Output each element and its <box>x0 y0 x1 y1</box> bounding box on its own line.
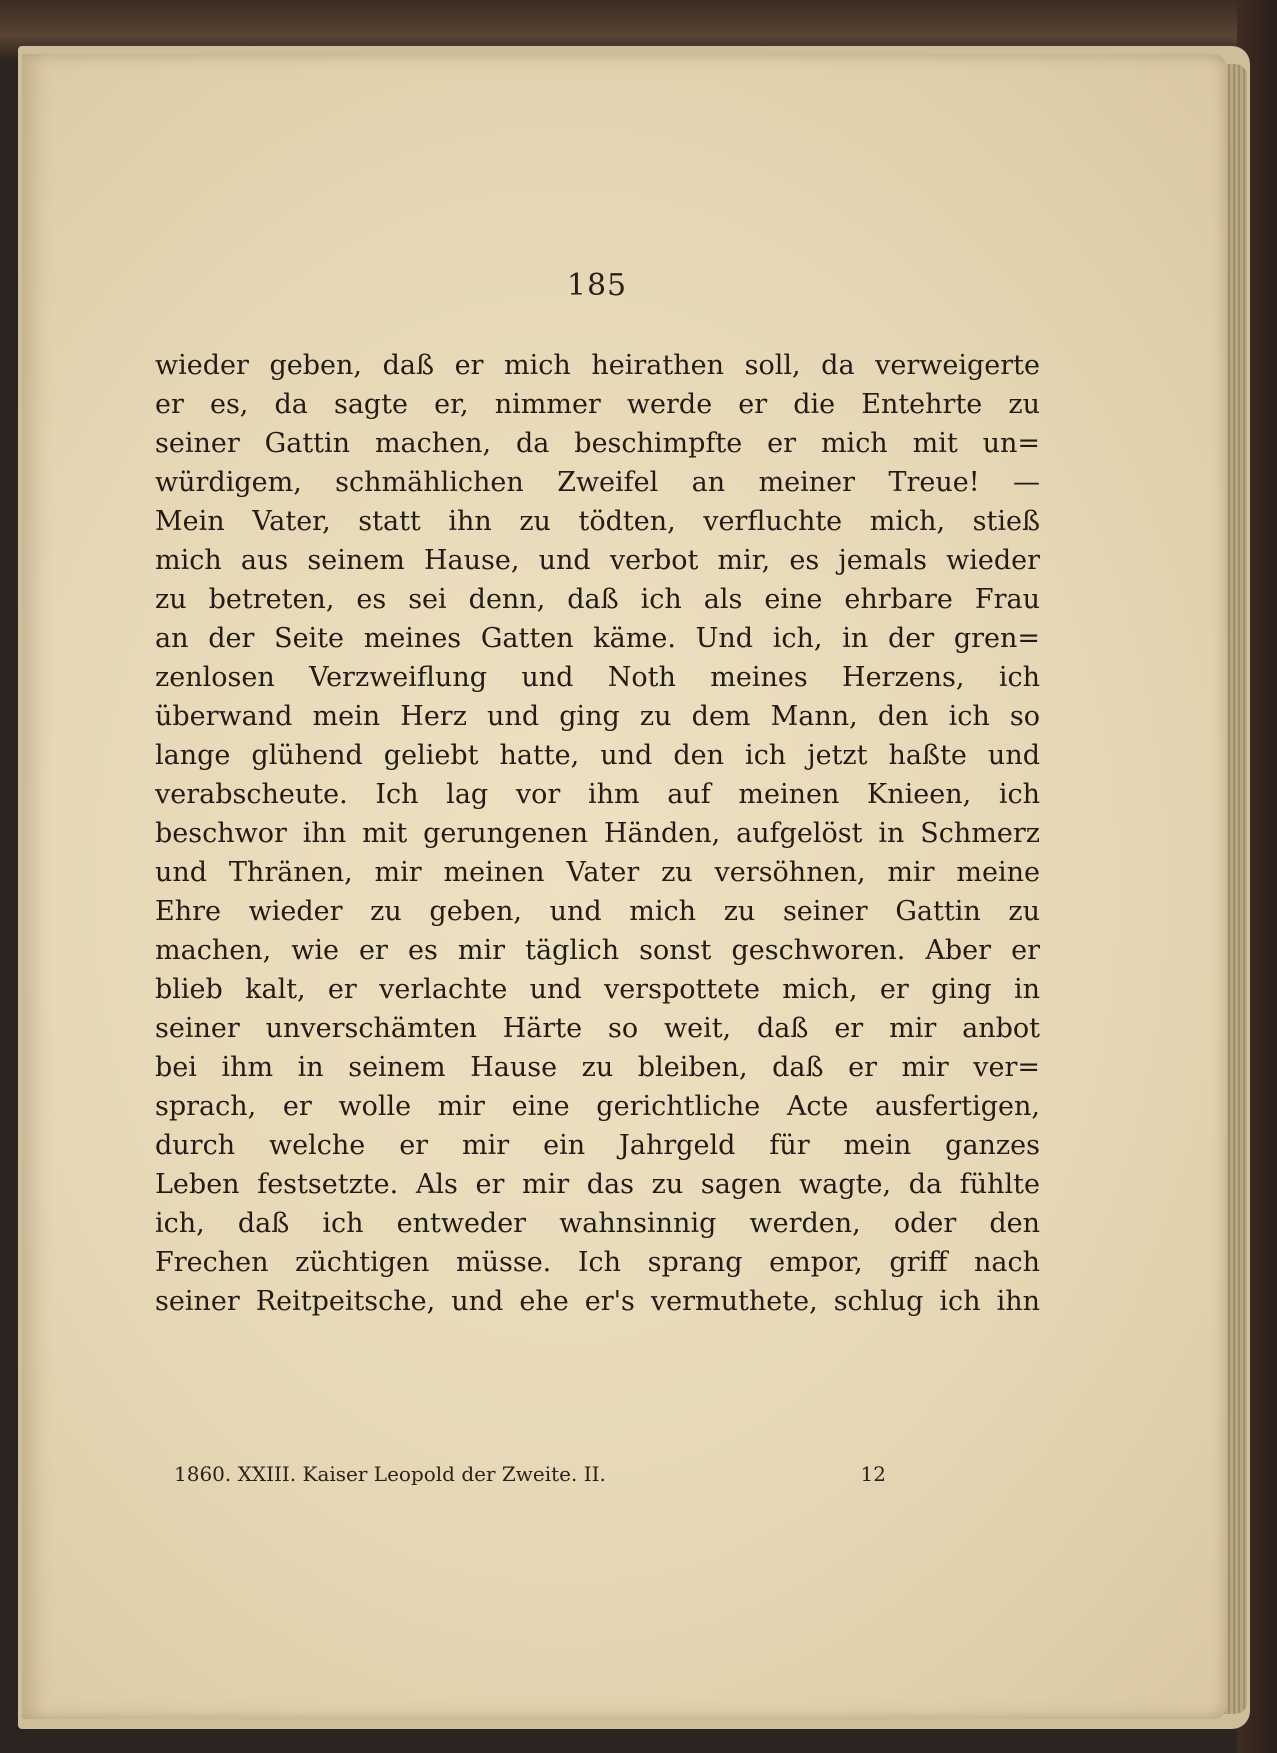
text-line: ich, daß ich entweder wahnsinnig werden, oder den <box>155 1208 1040 1239</box>
text-line: seiner Reitpeitsche, und ehe er's vermuthete, schlug ich ihn <box>155 1286 1040 1317</box>
text-line: blieb kalt, er verlachte und verspottete mich, er ging in <box>155 974 1040 1005</box>
text-line: sprach, er wolle mir eine gerichtliche Acte ausfertigen, <box>155 1091 1040 1122</box>
text-line: lange glühend geliebt hatte, und den ich jetzt haßte und <box>155 740 1040 771</box>
text-line: Leben festsetzte. Als er mir das zu sagen wagte, da fühlte <box>155 1169 1040 1200</box>
footer-sheet-number: 12 <box>860 1462 886 1486</box>
text-line: überwand mein Herz und ging zu dem Mann, den ich so <box>155 701 1040 732</box>
text-line: machen, wie er es mir täglich sonst geschworen. Aber er <box>155 935 1040 966</box>
text-line: würdigem, schmählichen Zweifel an meiner Treue! — <box>155 467 1040 498</box>
text-line: Ehre wieder zu geben, und mich zu seiner Gattin zu <box>155 896 1040 927</box>
text-line: verabscheute. Ich lag vor ihm auf meinen Knieen, ich <box>155 779 1040 810</box>
book-page <box>22 54 1227 1719</box>
body-text <box>155 346 1040 1321</box>
text-line: beschwor ihn mit gerungenen Händen, aufgelöst in Schmerz <box>155 818 1040 849</box>
text-line: zenlosen Verzweiflung und Noth meines Herzens, ich <box>155 662 1040 693</box>
text-line: seiner Gattin machen, da beschimpfte er mich mit un= <box>155 428 1040 459</box>
text-line: wieder geben, daß er mich heirathen soll, da verweigerte <box>155 350 1040 381</box>
text-line: seiner unverschämten Härte so weit, daß er mir anbot <box>155 1013 1040 1044</box>
text-line: er es, da sagte er, nimmer werde er die Entehrte zu <box>155 389 1040 420</box>
text-line: Frechen züchtigen müsse. Ich sprang empor, griff nach <box>155 1247 1040 1278</box>
text-line: an der Seite meines Gatten käme. Und ich, in der gren= <box>155 623 1040 654</box>
text-line: zu betreten, es sei denn, daß ich als eine ehrbare Frau <box>155 584 1040 615</box>
text-line: bei ihm in seinem Hause zu bleiben, daß er mir ver= <box>155 1052 1040 1083</box>
text-line: Mein Vater, statt ihn zu tödten, verfluchte mich, stieß <box>155 506 1040 537</box>
footer-signature: 1860. XXIII. Kaiser Leopold der Zweite. II. <box>174 1462 606 1486</box>
text-line: mich aus seinem Hause, und verbot mir, es jemals wieder <box>155 545 1040 576</box>
text-line: und Thränen, mir meinen Vater zu versöhnen, mir meine <box>155 857 1040 888</box>
page-number: 185 <box>566 268 628 303</box>
text-line: durch welche er mir ein Jahrgeld für mein ganzes <box>155 1130 1040 1161</box>
